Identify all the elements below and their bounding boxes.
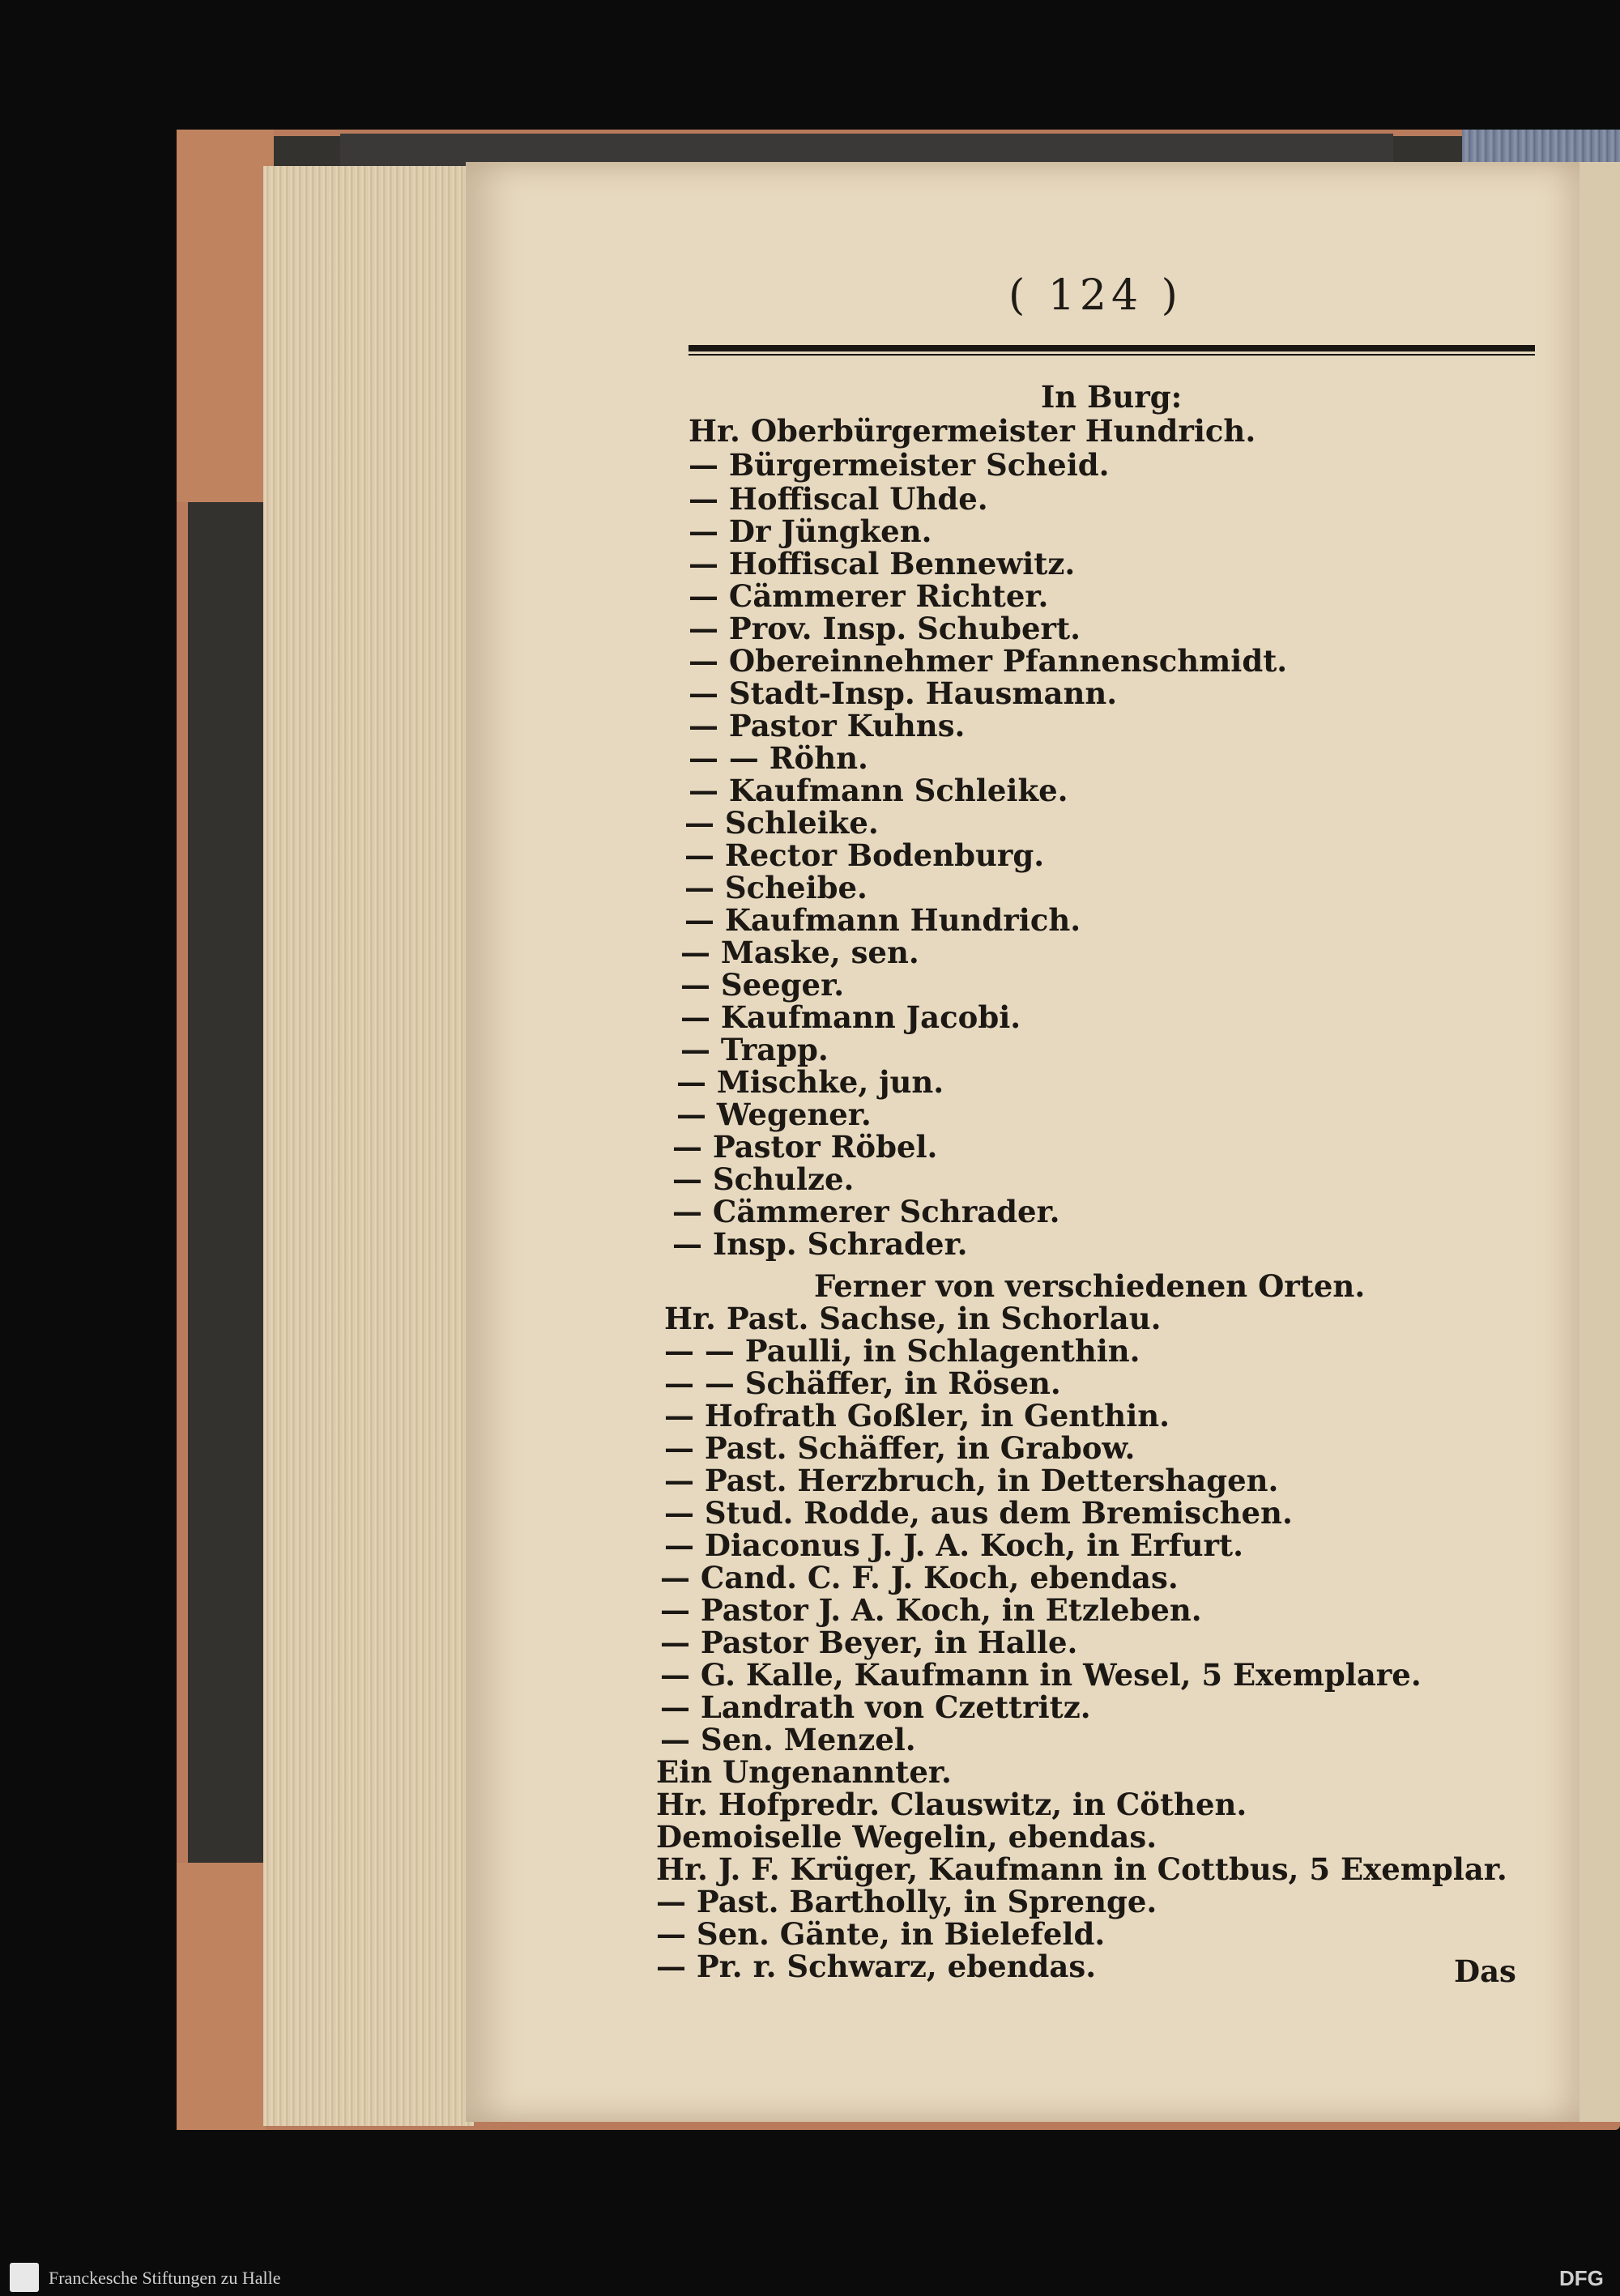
list-item: — Cand. C. F. J. Koch, ebendas. [660, 1560, 1179, 1595]
footer-institution: Franckesche Stiftungen zu Halle [49, 2268, 281, 2288]
list-item: — Kaufmann Schleike. [688, 773, 1068, 808]
list-item: Hr. Hofpredr. Clauswitz, in Cöthen. [656, 1787, 1247, 1822]
header-rule [688, 345, 1535, 351]
list-item: — Pastor Beyer, in Halle. [660, 1625, 1078, 1660]
section-heading-burg: In Burg: [1041, 379, 1183, 415]
footer-dfg-logo: DFG [1559, 2266, 1604, 2290]
cover-board-top [340, 134, 1393, 166]
list-item: — — Röhn. [688, 740, 868, 776]
list-item: — Pastor Röbel. [672, 1129, 938, 1165]
list-item: Ein Ungenannter. [656, 1754, 952, 1790]
list-item: — Pr. r. Schwarz, ebendas. [656, 1949, 1097, 1984]
list-item: — Stud. Rodde, aus dem Bremischen. [664, 1495, 1293, 1531]
list-item: — Dr Jüngken. [688, 513, 932, 549]
list-item: — Sen. Gänte, in Bielefeld. [656, 1916, 1106, 1952]
list-item: — Hoffiscal Bennewitz. [688, 546, 1076, 581]
list-item: — Landrath von Czettritz. [660, 1689, 1091, 1725]
list-item: Demoiselle Wegelin, ebendas. [656, 1819, 1157, 1855]
list-item: — Obereinnehmer Pfannenschmidt. [688, 643, 1288, 679]
list-item: — Mischke, jun. [676, 1064, 944, 1100]
list-item: — Past. Schäffer, in Grabow. [664, 1430, 1136, 1466]
list-item: — Prov. Insp. Schubert. [688, 611, 1081, 646]
list-item: — Trapp. [680, 1032, 829, 1067]
corner-leather-bottom-left [177, 1863, 266, 2130]
bookmark-ribbon [1462, 130, 1620, 166]
list-item: Hr. Oberbürgermeister Hundrich. [688, 413, 1256, 449]
list-item: — Sen. Menzel. [660, 1722, 916, 1757]
list-item: — Kaufmann Jacobi. [680, 999, 1021, 1035]
corner-leather-top-left [177, 130, 274, 502]
list-item: — Past. Bartholly, in Sprenge. [656, 1884, 1157, 1919]
list-item: — Seeger. [680, 967, 845, 1003]
list-item: — — Paulli, in Schlagenthin. [664, 1333, 1140, 1369]
section-heading-other-places: Ferner von verschiedenen Orten. [814, 1268, 1366, 1304]
list-item: — Rector Bodenburg. [684, 837, 1045, 873]
list-item: — Diaconus J. J. A. Koch, in Erfurt. [664, 1527, 1244, 1563]
list-item: — G. Kalle, Kaufmann in Wesel, 5 Exemplare. [660, 1657, 1422, 1693]
list-item: — Pastor Kuhns. [688, 708, 966, 743]
facing-page-edge [1580, 162, 1620, 2122]
list-item: — Stadt-Insp. Hausmann. [688, 675, 1118, 711]
list-item: — Hofrath Goßler, in Genthin. [664, 1398, 1170, 1433]
list-item: — Maske, sen. [680, 935, 919, 970]
list-item: — Schleike. [684, 805, 879, 841]
list-item: — — Schäffer, in Rösen. [664, 1365, 1061, 1401]
list-item: — Insp. Schrader. [672, 1226, 968, 1262]
list-item: — Wegener. [676, 1097, 872, 1132]
list-item: — Past. Herzbruch, in Dettershagen. [664, 1463, 1279, 1498]
list-item: — Pastor J. A. Koch, in Etzleben. [660, 1592, 1202, 1628]
page-edges [263, 166, 474, 2126]
list-item: — Schulze. [672, 1161, 855, 1197]
list-item: — Kaufmann Hundrich. [684, 902, 1081, 938]
list-item: Hr. J. F. Krüger, Kaufmann in Cottbus, 5 Exemplar. [656, 1851, 1507, 1887]
list-item: Hr. Past. Sachse, in Schorlau. [664, 1301, 1162, 1336]
institution-logo-icon [10, 2263, 39, 2292]
list-item: — Bürgermeister Scheid. [688, 447, 1110, 483]
catchword: Das [1454, 1953, 1516, 1989]
page-number-header: ( 124 ) [1008, 271, 1183, 320]
list-item: — Hoffiscal Uhde. [688, 481, 988, 517]
list-item: — Scheibe. [684, 870, 868, 905]
list-item: — Cämmerer Schrader. [672, 1194, 1060, 1229]
header-rule-thin [688, 354, 1535, 356]
list-item: — Cämmerer Richter. [688, 578, 1049, 614]
